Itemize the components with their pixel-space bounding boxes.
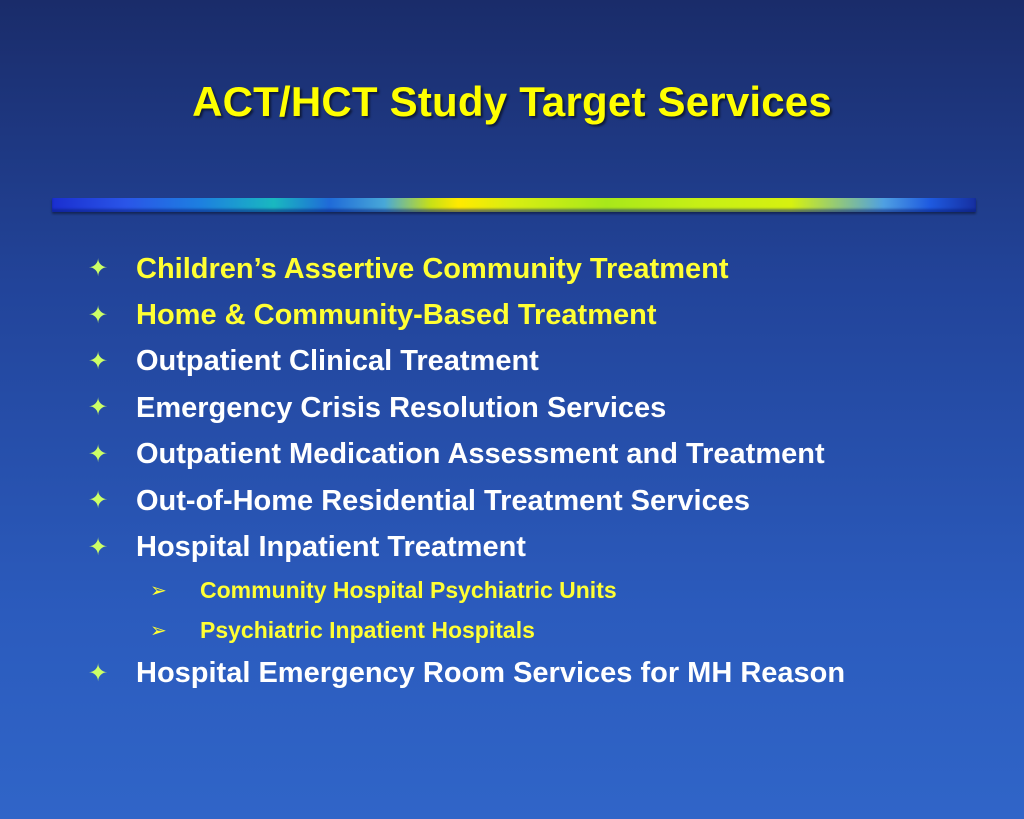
star-bullet-icon: ✦ [88,487,109,515]
star-bullet-icon: ✦ [88,255,109,283]
slide-title: ACT/HCT Study Target Services [192,78,832,125]
arrowhead-bullet-icon: ➢ [150,579,167,602]
star-bullet-icon: ✦ [88,301,109,329]
sub-list-item-text: Psychiatric Inpatient Hospitals [200,617,535,644]
sub-list-item-text: Community Hospital Psychiatric Units [200,577,617,604]
list-item-text: Emergency Crisis Resolution Services [136,391,667,424]
list-item [88,246,845,292]
title-divider-bar [52,198,976,212]
star-bullet-icon: ✦ [88,347,109,375]
star-bullet-icon: ✦ [88,659,109,687]
list-item-text: Home & Community-Based Treatment [136,299,657,332]
list-item [88,292,845,338]
list-item [88,385,845,431]
list-item-text: Outpatient Medication Assessment and Treatment [136,438,825,471]
list-item [88,524,845,570]
list-item-text: Hospital Emergency Room Services for MH Reason [136,657,846,690]
list-item [88,651,845,697]
star-bullet-icon: ✦ [88,394,109,422]
list-item-text: Children’s Assertive Community Treatment [136,252,729,285]
list-item [88,478,845,524]
list-item-text: Outpatient Clinical Treatment [136,345,539,378]
list-item [88,432,845,478]
arrowhead-bullet-icon: ➢ [150,619,167,642]
star-bullet-icon: ✦ [88,533,109,561]
sub-list-item [88,571,845,611]
list-item [88,339,845,385]
list-item-text: Hospital Inpatient Treatment [136,531,526,564]
bullet-list [88,246,845,697]
sub-list-item [88,611,845,651]
list-item-text: Out-of-Home Residential Treatment Services [136,484,750,517]
star-bullet-icon: ✦ [88,440,109,468]
